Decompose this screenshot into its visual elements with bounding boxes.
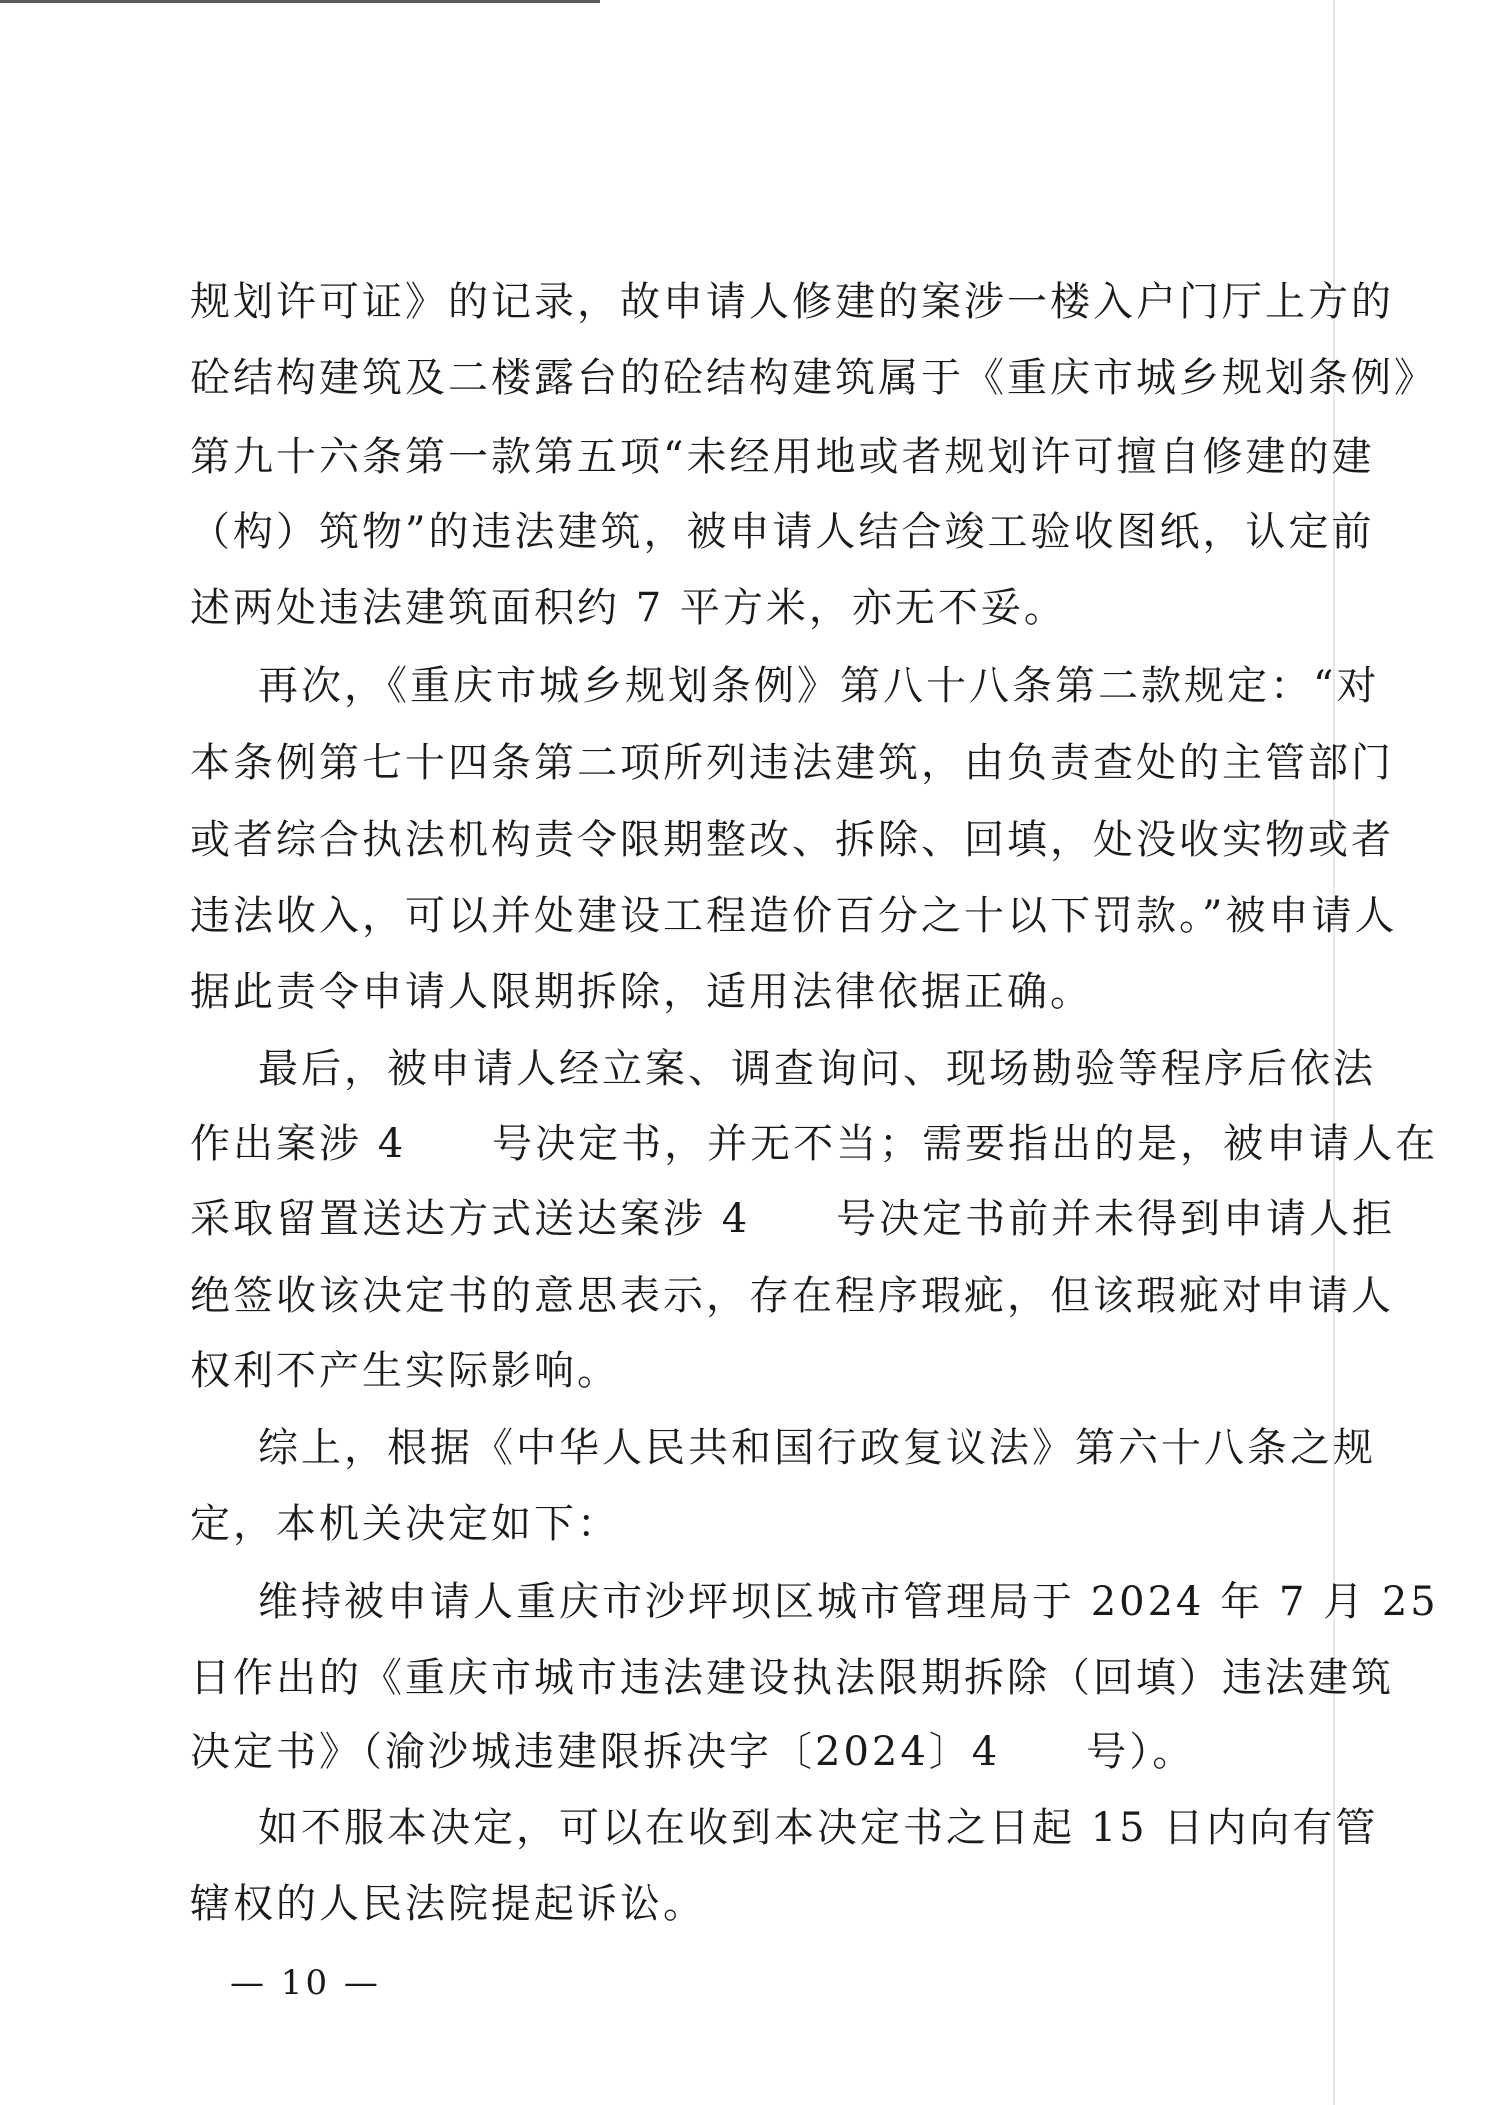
paragraph-line: 第九十六条第一款第五项“未经用地或者规划许可擅自修建的建: [190, 434, 1375, 480]
paragraph-line: 作出案涉 4 号决定书，并无不当；需要指出的是，被申请人在: [190, 1121, 1439, 1167]
paragraph-line: 日作出的《重庆市城市违法建设执法限期拆除（回填）违法建筑: [190, 1655, 1394, 1701]
paragraph-line: 据此责令申请人限期拆除，适用法律依据正确。: [190, 969, 1093, 1015]
paragraph-line: （构）筑物”的违法建筑，被申请人结合竣工验收图纸，认定前: [190, 509, 1375, 555]
paragraph-line: 维持被申请人重庆市沙坪坝区城市管理局于 2024 年 7 月 25: [258, 1579, 1439, 1625]
paragraph-line: 再次，《重庆市城乡规划条例》第八十八条第二款规定：“对: [258, 663, 1380, 709]
paragraph-line: 违法收入，可以并处建设工程造价百分之十以下罚款。”被申请人: [190, 893, 1398, 939]
paragraph-line: 砼结构建筑及二楼露台的砼结构建筑属于《重庆市城乡规划条例》: [190, 355, 1437, 401]
paragraph-line: 权利不产生实际影响。: [190, 1348, 620, 1394]
paragraph-line: 采取留置送达方式送达案涉 4 号决定书前并未得到申请人拒: [190, 1196, 1396, 1242]
paragraph-line: 规划许可证》的记录，故申请人修建的案涉一楼入户门厅上方的: [190, 279, 1394, 325]
paragraph-line: 辖权的人民法院提起诉讼。: [190, 1881, 706, 1927]
paragraph-line: 如不服本决定，可以在收到本决定书之日起 15 日内向有管: [258, 1805, 1379, 1851]
page-number: — 10 —: [230, 1963, 381, 2003]
paragraph-line: 决定书》（渝沙城违建限拆决字〔2024〕4 号）。: [190, 1729, 1196, 1775]
paragraph-line: 定，本机关决定如下：: [190, 1501, 620, 1547]
paragraph-line: 本条例第七十四条第二项所列违法建筑，由负责查处的主管部门: [190, 740, 1394, 786]
paragraph-line: 最后，被申请人经立案、调查询问、现场勘验等程序后依法: [258, 1046, 1376, 1092]
paragraph-line: 绝签收该决定书的意思表示，存在程序瑕疵，但该瑕疵对申请人: [190, 1273, 1394, 1319]
paragraph-line: 或者综合执法机构责令限期整改、拆除、回填，处没收实物或者: [190, 817, 1394, 863]
paragraph-line: 述两处违法建筑面积约 7 平方米，亦无不妥。: [190, 585, 1067, 631]
paragraph-line: 综上，根据《中华人民共和国行政复议法》第六十八条之规: [258, 1425, 1376, 1471]
